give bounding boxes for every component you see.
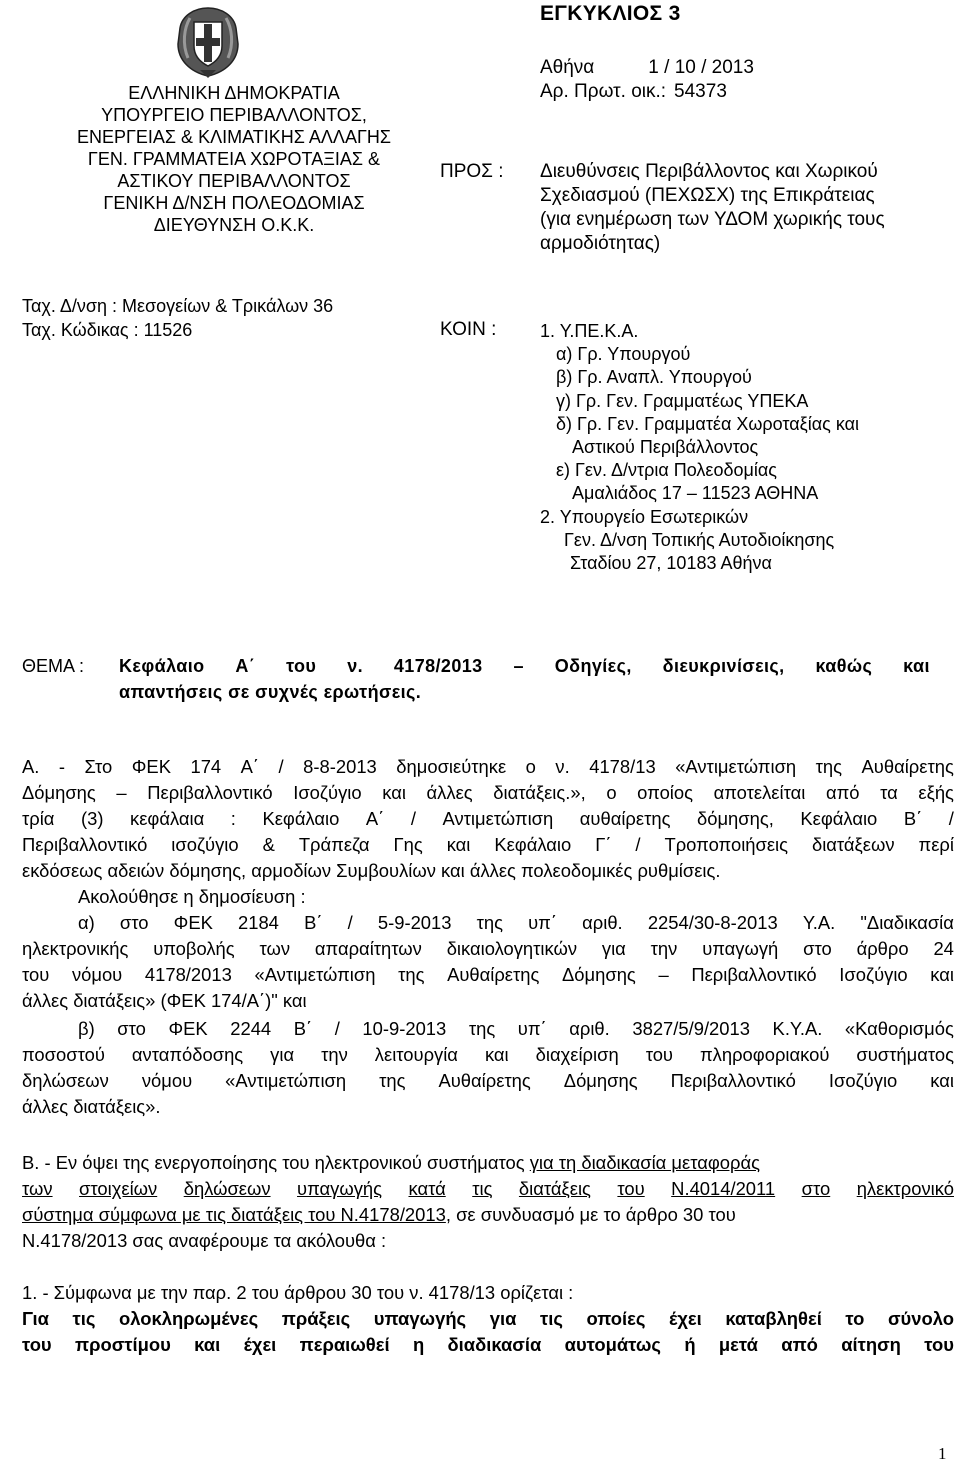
body-word: /	[635, 834, 641, 855]
body-word: –	[116, 782, 127, 803]
body-word: Ν.4014/2011	[671, 1178, 776, 1199]
body-word: ή	[684, 1334, 696, 1355]
body-word: Κεφάλαιο	[800, 808, 878, 829]
recipient-line: (για ενημέρωση των ΥΔΟΜ χωρικής τους	[540, 209, 885, 230]
body-word: αριθ.	[582, 912, 623, 933]
body-word: συστήματος	[856, 1044, 954, 1065]
body-word: 3827/5/9/2013	[632, 1018, 750, 1039]
body-word: Περιβαλλοντικό	[691, 964, 817, 985]
body-word: /	[334, 1018, 340, 1039]
body-word: ΦΕΚ	[173, 912, 213, 933]
sender-line: ΓΕΝ. ΓΡΑΜΜΑΤΕΙΑ ΧΩΡΟΤΑΞΙΑΣ &	[87, 149, 381, 169]
body-word: /	[347, 912, 353, 933]
page-number: 1	[938, 1444, 947, 1463]
body-word: Κεφάλαιο	[262, 808, 340, 829]
body-text: Β. - Εν όψει της ενεργοποίησης του ηλεκτρονικού συστήματος	[22, 1152, 530, 1173]
body-word: ισοζύγιο	[171, 834, 239, 855]
body-word: των	[259, 938, 291, 959]
subject-line	[119, 656, 930, 677]
body-word: 4178/2013	[144, 964, 232, 985]
sender-postcode: Ταχ. Κώδικας : 11526	[22, 320, 193, 340]
body-word: της	[815, 756, 843, 777]
body-word: Α.	[22, 756, 40, 777]
subject-word: του	[286, 656, 317, 676]
underlined-text: για τη διαδικασία μεταφοράς	[529, 1152, 760, 1173]
body-word: των	[22, 1178, 53, 1199]
body-word: Περιβαλλοντικό	[147, 782, 273, 803]
circular-title: ΕΓΚΥΚΛΙΟΣ 3	[540, 2, 681, 25]
body-word: κατά	[408, 1178, 446, 1199]
body-word: του	[617, 1178, 645, 1199]
subject-label: ΘΕΜΑ :	[22, 656, 85, 676]
body-word: στο	[119, 912, 149, 933]
body-word: νόμου	[141, 1070, 193, 1091]
sender-block	[50, 82, 418, 236]
sender-line: ΕΛΛΗΝΙΚΗ ΔΗΜΟΚΡΑΤΙΑ	[128, 83, 340, 103]
body-word: υπ΄	[528, 912, 557, 933]
body-word: Υ.Α.	[802, 912, 836, 933]
subject-line: απαντήσεις σε συχνές ερωτήσεις.	[119, 682, 422, 702]
body-word: αποτελείται	[713, 782, 806, 803]
body-word: Β΄	[293, 1018, 313, 1039]
body-word: μετά	[718, 1334, 758, 1355]
body-word: λειτουργία	[374, 1044, 458, 1065]
body-word: στο	[801, 1178, 831, 1199]
body-word: -	[58, 756, 66, 777]
body-word: του	[645, 1044, 673, 1065]
body-word: στο	[803, 938, 832, 959]
body-word: και	[930, 964, 954, 985]
body-word: της	[379, 1070, 406, 1091]
body-word: και	[446, 834, 471, 855]
cc-list	[540, 320, 859, 575]
body-word: περαιωθεί	[299, 1334, 390, 1355]
body-word: η	[412, 1334, 425, 1355]
body-line	[22, 962, 954, 988]
body-word: Α΄	[240, 756, 260, 777]
date-label: Αθήνα	[540, 57, 595, 78]
body-word: Α΄	[365, 808, 385, 829]
recipient-line: αρμοδιότητας)	[540, 233, 661, 254]
body-line: Ακολούθησε η δημοσίευση :	[78, 886, 306, 907]
recipient-line: Σχεδιασμού (ΠΕΧΩΣΧ) της Επικράτειας	[540, 185, 875, 206]
body-word: 174	[190, 756, 222, 777]
body-word: /	[948, 808, 954, 829]
body-line	[22, 1176, 954, 1202]
body-word: ολοκληρωμένες	[119, 1308, 259, 1329]
sender-address: Ταχ. Δ/νση : Μεσογείων & Τρικάλων 36	[22, 296, 334, 316]
body-line: άλλες διατάξεις» (ΦΕΚ 174/Α΄)" και	[22, 990, 307, 1011]
body-word: β)	[78, 1018, 95, 1039]
subject-word: και	[903, 656, 930, 676]
sender-line: ΑΣΤΙΚΟΥ ΠΕΡΙΒΑΛΛΟΝΤΟΣ	[117, 171, 351, 191]
body-word: Β΄	[304, 912, 323, 933]
body-line	[22, 754, 954, 780]
subject-word: Α΄	[235, 656, 256, 676]
body-line	[78, 1016, 954, 1042]
body-word: αριθ.	[569, 1018, 610, 1039]
subject-word: Οδηγίες,	[554, 656, 632, 676]
body-word: την	[650, 938, 678, 959]
protocol-label: Αρ. Πρωτ. οικ.:	[540, 81, 667, 102]
body-word: &	[262, 834, 275, 855]
body-word: «Αντιμετώπιση	[225, 1070, 347, 1091]
date-line	[540, 56, 754, 80]
body-word: /	[410, 808, 416, 829]
sender-address-block	[22, 294, 333, 342]
body-word: "Διαδικασία	[860, 912, 954, 933]
body-word: «Αντιμετώπιση	[675, 756, 797, 777]
subject-word: Κεφάλαιο	[119, 656, 205, 676]
subject-word: διευκρινίσεις,	[662, 656, 785, 676]
body-word: Κεφάλαιο	[494, 834, 572, 855]
body-line	[22, 1068, 954, 1094]
body-word: ο	[525, 756, 536, 777]
body-word: της	[468, 1018, 496, 1039]
body-line	[22, 1150, 954, 1176]
body-word: Τροποποιήσεις	[664, 834, 789, 855]
body-word: υπαγωγή	[702, 938, 779, 959]
cc-item: ε) Γεν. Δ/ντρια Πολεοδομίας	[556, 460, 777, 481]
body-word: υπ΄	[517, 1018, 547, 1039]
body-word: δηλώσεων	[183, 1178, 271, 1199]
cc-item: δ) Γρ. Γεν. Γραμματέα Χωροταξίας και	[556, 413, 860, 434]
subject-word: καθώς	[815, 656, 873, 676]
body-word: «Αντιμετώπιση	[254, 964, 376, 985]
body-word: για	[489, 1308, 517, 1329]
cc-item: Γεν. Δ/νση Τοπικής Αυτοδιοίκησης	[564, 529, 835, 550]
subject-word: –	[513, 656, 524, 676]
body-word: –	[658, 964, 669, 985]
body-word: 2244	[230, 1018, 272, 1039]
body-word: πράξεις	[281, 1308, 351, 1329]
body-word: ΦΕΚ	[168, 1018, 208, 1039]
body-word: νόμου	[71, 964, 123, 985]
cc-item: 2. Υπουργείο Εσωτερικών	[540, 506, 749, 527]
body-text: , σε συνδυασμό με το άρθρο 30 του	[445, 1204, 736, 1225]
body-word: Αυθαίρετης	[861, 756, 954, 777]
to-label: ΠΡΟΣ :	[440, 161, 504, 182]
body-word: (3)	[81, 808, 104, 829]
body-line	[22, 780, 954, 806]
sender-line: ΔΙΕΥΘΥΝΣΗ Ο.Κ.Κ.	[153, 215, 315, 235]
body-word: άλλες	[426, 782, 473, 803]
body-word: /	[278, 756, 284, 777]
subject-word: 4178/2013	[393, 656, 483, 676]
body-word: Κ.Υ.Α.	[772, 1018, 823, 1039]
body-line	[22, 1202, 736, 1228]
body-word: και	[194, 1334, 221, 1355]
body-word: στοιχείων	[79, 1178, 158, 1199]
cc-item: γ) Γρ. Γεν. Γραμματέως ΥΠΕΚΑ	[556, 390, 809, 411]
sender-line: ΕΝΕΡΓΕΙΑΣ & ΚΛΙΜΑΤΙΚΗΣ ΑΛΛΑΓΗΣ	[76, 127, 391, 147]
body-word: δηλώσεων	[22, 1070, 109, 1091]
body-word: το	[845, 1308, 865, 1329]
body-word: ηλεκτρονικής	[22, 938, 129, 959]
body-word: διαδικασία	[447, 1334, 542, 1355]
body-word: προστίμου	[75, 1334, 171, 1355]
body-line	[22, 832, 954, 858]
body-word: σύνολο	[887, 1308, 954, 1329]
body-word: 2254/30-8-2013	[647, 912, 778, 933]
body-word: δημοσιεύτηκε	[396, 756, 507, 777]
subject-word: ν.	[347, 656, 363, 676]
body-word: Δόμησης	[563, 1070, 638, 1091]
body-word: Τράπεζα	[298, 834, 370, 855]
sender-line: ΓΕΝΙΚΗ Δ/ΝΣΗ ΠΟΛΕΟΔΟΜΙΑΣ	[103, 193, 365, 213]
body-word: αυτομάτως	[564, 1334, 661, 1355]
protocol-line	[540, 80, 727, 104]
body-word: τις	[472, 1178, 493, 1199]
body-word: ν.	[555, 756, 570, 777]
body-word: Για	[22, 1308, 49, 1329]
body-word: τρία	[22, 808, 55, 829]
body-word: υπαγωγής	[373, 1308, 467, 1329]
body-word: Ισοζύγιο	[828, 1070, 898, 1091]
date-value: 1 / 10 / 2013	[648, 57, 754, 78]
body-line: Ν.4178/2013 σας αναφέρουμε τα ακόλουθα :	[22, 1230, 387, 1251]
body-word: απαραίτητων	[314, 938, 422, 959]
cc-item: α) Γρ. Υπουργού	[556, 344, 691, 365]
body-word: Ισοζύγιο	[293, 782, 362, 803]
body-word: του	[22, 964, 50, 985]
body-word: από	[825, 782, 860, 803]
recipients-block	[540, 160, 885, 256]
body-word: οποίος	[637, 782, 693, 803]
body-line-bold	[22, 1332, 954, 1358]
body-word: 4178/13	[589, 756, 656, 777]
body-word: αίτηση	[841, 1334, 901, 1355]
body-word: πληροφοριακού	[699, 1044, 830, 1065]
body-word: καταβληθεί	[725, 1308, 822, 1329]
body-word: διαχείριση	[535, 1044, 619, 1065]
body-word: για	[601, 938, 626, 959]
body-word: ποσοστού	[22, 1044, 105, 1065]
body-word: ηλεκτρονικό	[856, 1178, 954, 1199]
body-word: έχει	[669, 1308, 702, 1329]
body-word: οποίες	[586, 1308, 646, 1329]
cc-item: Αστικού Περιβάλλοντος	[572, 437, 759, 458]
body-word: την	[321, 1044, 348, 1065]
body-word: 24	[933, 938, 954, 959]
body-word: και	[930, 1070, 954, 1091]
body-word: περί	[918, 834, 954, 855]
body-word: Αυθαίρετης	[438, 1070, 531, 1091]
body-word: Αντιμετώπιση	[442, 808, 554, 829]
body-line: εκδόσεως αδειών δόμησης, αρμοδίων Συμβουλίων και άλλες πολεοδομικές ρυθμίσεις.	[22, 860, 721, 881]
cc-item: Αμαλιάδος 17 – 11523 ΑΘΗΝΑ	[572, 483, 819, 504]
greek-coat-of-arms-icon	[170, 4, 246, 80]
body-word: διατάξεων	[811, 834, 895, 855]
body-word: Περιβαλλοντικό	[670, 1070, 796, 1091]
body-word: 2184	[238, 912, 279, 933]
body-word: Γ΄	[595, 834, 612, 855]
body-line: 1. - Σύμφωνα με την παρ. 2 του άρθρου 30 του ν. 4178/13 ορίζεται :	[22, 1282, 574, 1303]
body-word: 5-9-2013	[377, 912, 452, 933]
body-word: 8-8-2013	[303, 756, 377, 777]
body-word: Γης	[393, 834, 423, 855]
body-word: ανταπόδοσης	[131, 1044, 244, 1065]
body-word: τις	[72, 1308, 96, 1329]
body-word: διατάξεις.»,	[493, 782, 586, 803]
body-word: εξής	[918, 782, 954, 803]
body-word: Περιβαλλοντικό	[22, 834, 148, 855]
body-word: έχει	[243, 1334, 277, 1355]
body-word: του	[924, 1334, 954, 1355]
body-word: Δόμησης	[562, 964, 636, 985]
body-word: δικαιολογητικών	[446, 938, 578, 959]
body-word: ο	[606, 782, 617, 803]
body-word: υπαγωγής	[297, 1178, 382, 1199]
body-word: Αυθαίρετης	[447, 964, 540, 985]
body-word: Στο	[84, 756, 113, 777]
cc-label: ΚΟΙΝ :	[440, 319, 497, 340]
body-word: τα	[880, 782, 898, 803]
body-word: α)	[78, 912, 95, 933]
body-word: «Καθορισμός	[844, 1018, 954, 1039]
cc-item: 1. Υ.ΠΕ.Κ.Α.	[540, 321, 639, 341]
body-word: του	[22, 1334, 52, 1355]
body-word: και	[484, 1044, 509, 1065]
body-word: 10-9-2013	[362, 1018, 447, 1039]
body-word: :	[230, 808, 236, 829]
body-word: δόμησης,	[697, 808, 774, 829]
body-line	[22, 806, 954, 832]
body-word: υποβολής	[153, 938, 235, 959]
body-word: άρθρο	[856, 938, 909, 959]
body-word: κεφάλαια	[130, 808, 205, 829]
body-word: τις	[540, 1308, 563, 1329]
cc-item: β) Γρ. Αναπλ. Υπουργού	[556, 367, 752, 388]
body-word: Ισοζύγιο	[839, 964, 908, 985]
sender-line: ΥΠΟΥΡΓΕΙΟ ΠΕΡΙΒΑΛΛΟΝΤΟΣ,	[101, 105, 367, 125]
body-line	[78, 910, 954, 936]
body-word: από	[781, 1334, 818, 1355]
body-line	[22, 936, 954, 962]
underlined-text: σύστημα σύμφωνα με τις διατάξεις του Ν.4178/2013	[22, 1204, 446, 1225]
body-word: ΦΕΚ	[131, 756, 171, 777]
body-word: αυθαίρετης	[579, 808, 671, 829]
protocol-number: 54373	[674, 81, 727, 102]
body-word: της	[476, 912, 503, 933]
body-word: Δόμησης	[22, 782, 96, 803]
recipient-line: Διευθύνσεις Περιβάλλοντος και Χωρικού	[540, 161, 878, 182]
body-word: για	[270, 1044, 295, 1065]
body-line	[22, 1042, 954, 1068]
body-word: και	[382, 782, 406, 803]
body-word: της	[398, 964, 425, 985]
body-word: στο	[117, 1018, 146, 1039]
body-word: διατάξεις	[518, 1178, 591, 1199]
cc-item: Σταδίου 27, 10183 Αθήνα	[570, 553, 772, 574]
body-line: άλλες διατάξεις».	[22, 1096, 161, 1117]
body-line-bold	[22, 1306, 954, 1332]
body-word: Β΄	[903, 808, 923, 829]
